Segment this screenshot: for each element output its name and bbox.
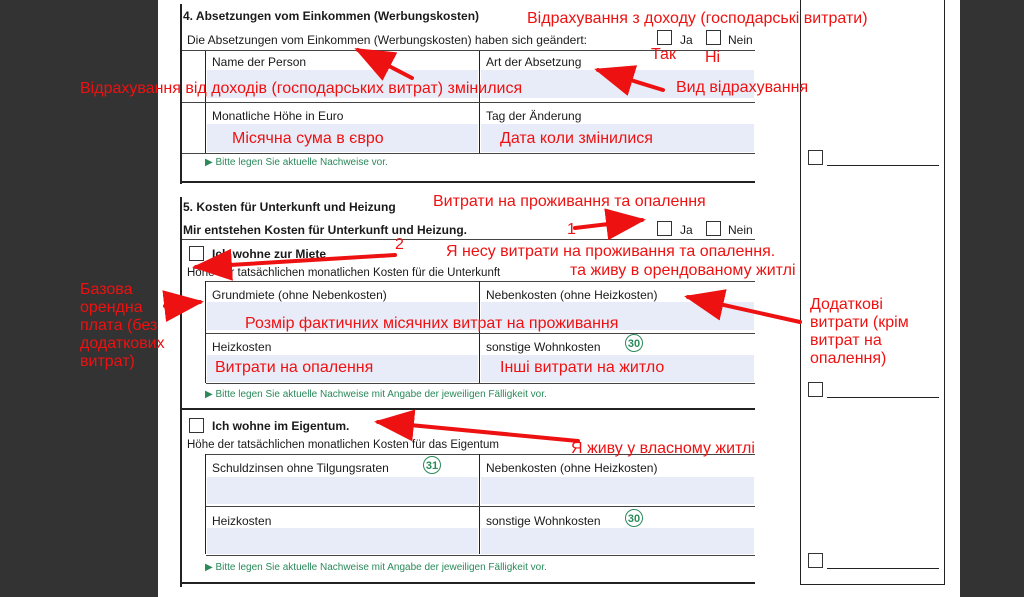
sec4-bottom-border: [180, 181, 755, 183]
annotation-other: Інші витрати на житло: [500, 359, 665, 376]
annotation-heating: Витрати на опалення: [215, 359, 374, 376]
badge-30: 30: [625, 334, 643, 352]
schuldzinsen-label: Schuldzinsen ohne Tilgungsraten: [212, 461, 389, 475]
own-nebenkosten-label: Nebenkosten (ohne Heizkosten): [486, 461, 658, 475]
annotation-no: Ні: [705, 49, 721, 66]
own-hint: ▶ Bitte legen Sie aktuelle Nachweise mit Angabe der jeweiligen Fälligkeit vor.: [205, 562, 547, 573]
annotation-extra: Додаткові витрати (крім витрат на опалення): [810, 296, 909, 367]
own-heizkosten-field[interactable]: [207, 528, 478, 554]
sec5-left-border: [180, 197, 182, 587]
badge-31: 31: [423, 456, 441, 474]
sec5-question: Mir entstehen Kosten für Unterkunft und Heizung.: [183, 223, 467, 237]
own-label: Ich wohne im Eigentum.: [212, 419, 350, 433]
annotation-sec4-title: Відрахування з доходу (господарські витрати): [527, 10, 868, 27]
sec5-yes-checkbox[interactable]: [657, 221, 672, 236]
sec4-col-date: Tag der Änderung: [486, 109, 582, 123]
rent-subtitle: Höhe der tatsächlichen monatlichen Kosten für die Unterkunft: [187, 267, 501, 279]
rent-nebenkosten-label: Nebenkosten (ohne Heizkosten): [486, 288, 658, 302]
sec4-no-label: Nein: [728, 33, 753, 47]
own-inner-border: [205, 454, 206, 554]
office-line: [827, 568, 939, 569]
rent-sonstige-label: sonstige Wohnkosten: [486, 340, 601, 354]
grundmiete-label: Grundmiete (ohne Nebenkosten): [212, 288, 387, 302]
sec4-col-person: Name der Person: [212, 55, 307, 69]
annotation-actual: Розмір фактичних місячних витрат на проживання: [245, 315, 619, 332]
annotation-num1: 1: [567, 221, 576, 238]
sec5-yes-label: Ja: [680, 223, 693, 237]
annotation-costs-line2: та живу в орендованому житлі: [570, 262, 796, 279]
own-checkbox[interactable]: [189, 418, 204, 433]
rent-heizkosten-label: Heizkosten: [212, 340, 272, 354]
sec5-no-label: Nein: [728, 223, 753, 237]
sec4-col-art: Art der Absetzung: [486, 55, 582, 69]
sec4-yes-label: Ja: [680, 33, 693, 47]
divider: [206, 383, 755, 384]
annotation-yes: Так: [651, 46, 676, 63]
annotation-own: Я живу у власному житлі: [571, 440, 755, 457]
sec4-col-amount: Monatliche Höhe in Euro: [212, 109, 344, 123]
rent-hint: ▶ Bitte legen Sie aktuelle Nachweise mit Angabe der jeweiligen Fälligkeit vor.: [205, 389, 547, 400]
office-checkbox[interactable]: [808, 382, 823, 397]
divider: [182, 239, 755, 240]
schuldzinsen-field[interactable]: [207, 477, 478, 504]
sec4-hint: ▶ Bitte legen Sie aktuelle Nachweise vor.: [205, 157, 388, 168]
annotation-kind: Вид відрахування: [676, 79, 809, 96]
sec5-title: 5. Kosten für Unterkunft und Heizung: [183, 200, 396, 214]
divider: [182, 153, 755, 154]
divider: [182, 102, 755, 103]
office-use-column: [800, 0, 945, 585]
own-sonstige-label: sonstige Wohnkosten: [486, 514, 601, 528]
own-sonstige-field[interactable]: [481, 528, 754, 554]
annotation-costs-line1: Я несу витрати на проживання та опалення.: [446, 243, 776, 260]
office-checkbox[interactable]: [808, 553, 823, 568]
divider: [206, 281, 755, 282]
sec4-no-checkbox[interactable]: [706, 30, 721, 45]
annotation-changed: Відрахування від доходів (господарських витрат) змінилися: [80, 80, 523, 97]
divider: [180, 408, 755, 410]
own-subtitle: Höhe der tatsächlichen monatlichen Kosten für das Eigentum: [187, 439, 499, 451]
divider: [206, 506, 755, 507]
office-line: [827, 397, 939, 398]
sec4-title: 4. Absetzungen vom Einkommen (Werbungskosten): [183, 9, 480, 23]
office-checkbox[interactable]: [808, 150, 823, 165]
rent-inner-border: [205, 281, 206, 383]
divider: [206, 555, 755, 556]
divider: [206, 333, 755, 334]
sec4-question: Die Absetzungen vom Einkommen (Werbungskosten) haben sich geändert:: [187, 33, 588, 47]
own-col-divider: [479, 454, 480, 554]
own-heizkosten-label: Heizkosten: [212, 514, 272, 528]
sec5-no-checkbox[interactable]: [706, 221, 721, 236]
annotation-amount: Місячна сума в євро: [232, 130, 384, 147]
sec4-yes-checkbox[interactable]: [657, 30, 672, 45]
office-line: [827, 165, 939, 166]
annotation-base-rent: Базова орендна плата (без додаткових витрат): [80, 281, 165, 370]
divider: [180, 582, 755, 584]
rent-label: Ich wohne zur Miete: [212, 247, 327, 261]
rent-checkbox[interactable]: [189, 246, 204, 261]
own-nebenkosten-field[interactable]: [481, 477, 754, 504]
badge-30: 30: [625, 509, 643, 527]
annotation-num2: 2: [395, 236, 404, 253]
annotation-sec5-title: Витрати на проживання та опалення: [433, 193, 706, 210]
annotation-date: Дата коли змінилися: [500, 130, 653, 147]
